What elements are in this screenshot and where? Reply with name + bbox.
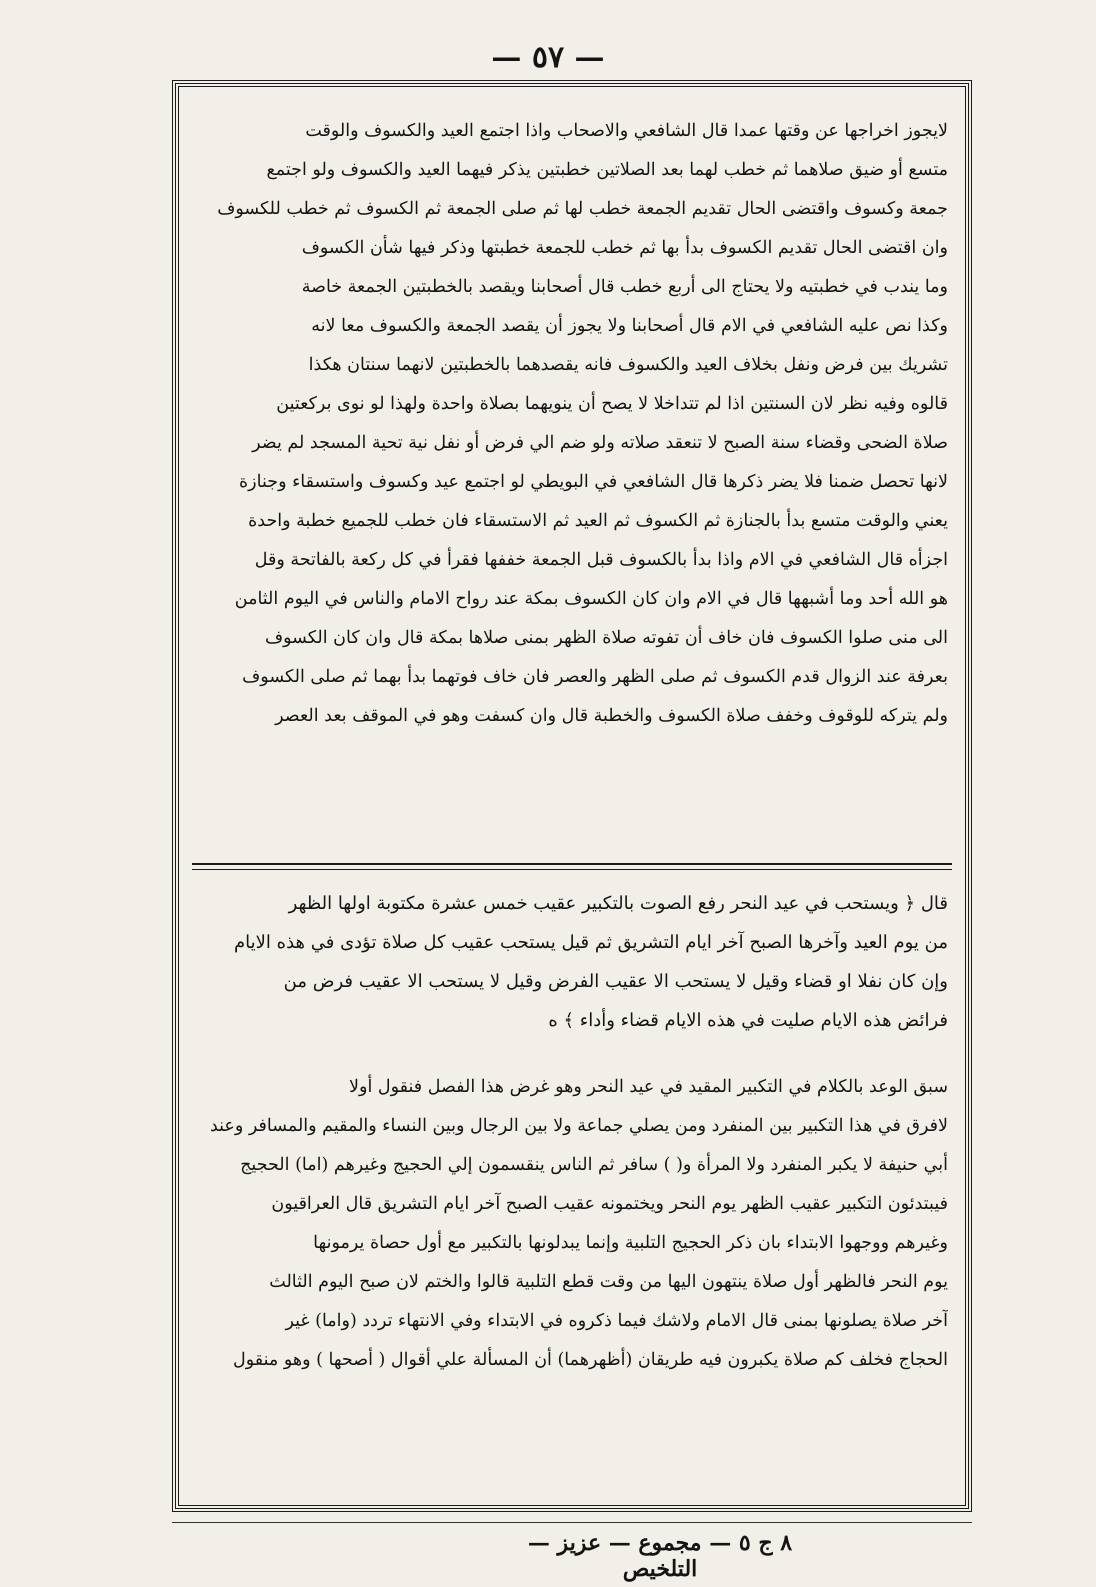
text-line: قالوه وفيه نظر لان السنتين اذا لم تتداخلا لا يصح أن ينويهما بصلاة واحدة ولهذا لو نوى بركعتين bbox=[276, 394, 948, 414]
text-line: فرائض هذه الايام صليت في هذه الايام قضاء وأداء ﴾ ه bbox=[548, 1010, 948, 1031]
matn-text bbox=[200, 884, 948, 1040]
text-line: آخر صلاة يصلونها بمنى قال الامام ولاشك فيما ذكروه في الابتداء وفي الانتهاء تردد (واما) غير bbox=[285, 1311, 948, 1331]
text-line: لايجوز اخراجها عن وقتها عمدا قال الشافعي والاصحاب واذا اجتمع العيد والكسوف والوقت bbox=[305, 121, 948, 141]
page-number: — ٥٧ — bbox=[491, 40, 605, 75]
text-line: اجزأه قال الشافعي في الام واذا بدأ بالكسوف قبل الجمعة خففها فقرأ في كل ركعة بالفاتحة وقل bbox=[254, 550, 948, 570]
text-line: الحجاج فخلف كم صلاة يكبرون فيه طريقان (أظهرهما) أن المسألة علي أقوال ( أصحها ) وهو منقول bbox=[233, 1350, 948, 1370]
text-line: يوم النحر فالظهر أول صلاة ينتهون اليها من وقت قطع التلبية قالوا والختم لان صبح اليوم الثالث bbox=[269, 1272, 948, 1292]
text-line: جمعة وكسوف واقتضى الحال تقديم الجمعة خطب لها ثم صلى الجمعة ثم الكسوف ثم خطب للكسوف bbox=[217, 199, 948, 219]
text-line: ولم يتركه للوقوف وخفف صلاة الكسوف والخطبة قال وان كسفت وهو في الموقف بعد العصر bbox=[275, 706, 948, 726]
bottom-commentary bbox=[200, 1068, 948, 1380]
text-line: سبق الوعد بالكلام في التكبير المقيد في عيد النحر وهو غرض هذا الفصل فنقول أولا bbox=[349, 1077, 948, 1097]
text-line: قال ﴿ ويستحب في عيد النحر رفع الصوت بالتكبير عقيب خمس عشرة مكتوبة اولها الظهر bbox=[288, 893, 948, 914]
text-line: لانها تحصل ضمنا فلا يضر ذكرها قال الشافعي في البويطي لو اجتمع عيد وكسوف واستسقاء وجنازة bbox=[239, 472, 948, 492]
text-line: يعني والوقت متسع بدأ بالجنازة ثم الكسوف ثم العيد ثم الاستسقاء فان خطب للجميع خطبة واحدة bbox=[248, 511, 948, 531]
text-line: لافرق في هذا التكبير بين المنفرد ومن يصلي جماعة ولا بين الرجال وبين النساء والمقيم والمسافر وعند bbox=[209, 1116, 948, 1136]
text-line: وغيرهم ووجهوا الابتداء بان ذكر الحجيج التلبية وإنما يبدلونها بالتكبير مع أول حصاة يرمونها bbox=[313, 1233, 948, 1253]
text-line: تشريك بين فرض ونفل بخلاف العيد والكسوف فانه يقصدهما بالخطبتين لانهما سنتان هكذا bbox=[308, 355, 948, 375]
text-line: الى منى صلوا الكسوف فان خاف أن تفوته صلاة الظهر بمنى صلاها بمكة قال وان كان الكسوف bbox=[264, 628, 948, 648]
text-line: وان اقتضى الحال تقديم الكسوف بدأ بها ثم خطب للجمعة خطبتها وذكر فيها شأن الكسوف bbox=[301, 238, 948, 258]
text-line: بعرفة عند الزوال قدم الكسوف ثم صلى الظهر والعصر فان خاف فوتهما بدأ بهما ثم صلى الكسوف bbox=[242, 667, 948, 687]
text-line: أبي حنيفة لا يكبر المنفرد ولا المرأة و( ) سافر ثم الناس ينقسمون إلي الحجيج وغيرهم (اما) الحجيج bbox=[240, 1155, 948, 1175]
text-line: هو الله أحد وما أشبهها قال في الام وان كان الكسوف بمكة عند رواح الامام والناس في اليوم الثامن bbox=[234, 589, 948, 609]
text-line: وكذا نص عليه الشافعي في الام قال أصحابنا ولا يجوز أن يقصد الجمعة والكسوف معا لانه bbox=[311, 316, 948, 336]
section-divider bbox=[192, 869, 952, 870]
section-divider bbox=[192, 863, 952, 865]
text-line: فيبتدئون التكبير عقيب الظهر يوم النحر ويختمونه عقيب الصبح آخر ايام التشريق قال العراقيون bbox=[271, 1194, 948, 1214]
top-commentary bbox=[200, 112, 948, 736]
signature-rule bbox=[172, 1522, 972, 1523]
text-line: متسع أو ضيق صلاهما ثم خطب لهما بعد الصلاتين خطبتين يذكر فيهما العيد والكسوف ولو اجتمع bbox=[266, 160, 948, 180]
text-line: صلاة الضحى وقضاء سنة الصبح لا تنعقد صلاته ولو ضم الي فرض أو نفل نية تحية المسجد لم يضر bbox=[252, 433, 948, 453]
text-line: وما يندب في خطبتيه ولا يحتاج الى أربع خطب قال أصحابنا ويقصد بالخطبتين الجمعة خاصة bbox=[301, 277, 948, 297]
text-line: وإن كان نفلا او قضاء وقيل لا يستحب الا عقيب الفرض وقيل لا يستحب الا عقيب فرض من bbox=[283, 971, 948, 992]
text-line: من يوم العيد وآخرها الصبح آخر ايام التشريق ثم قيل يستحب عقيب كل صلاة تؤدى في هذه الايام bbox=[234, 932, 948, 953]
printer-signature: ٨ ج ٥ — مجموع — عزيز — التلخيص bbox=[527, 1530, 793, 1582]
